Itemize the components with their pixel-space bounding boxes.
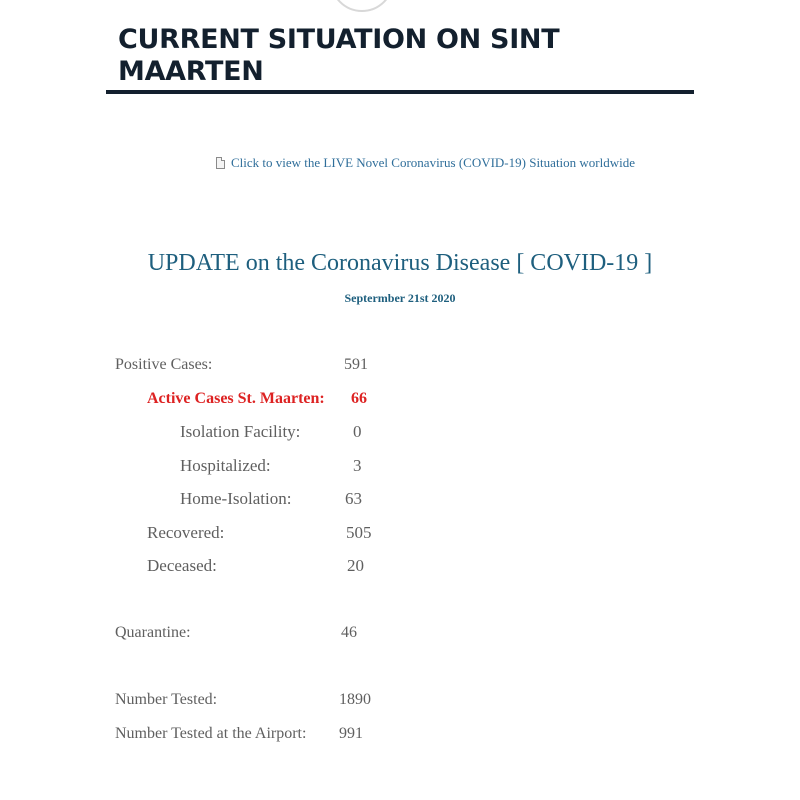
recovered-value: 505 bbox=[346, 523, 372, 542]
tested-airport-label: Number Tested at the Airport: bbox=[115, 725, 307, 742]
home-isolation-label: Home-Isolation: bbox=[180, 489, 292, 508]
page-title: CURRENT SITUATION ON SINT MAARTEN bbox=[118, 24, 560, 87]
update-date: Septermber 21st 2020 bbox=[344, 291, 456, 305]
tested-airport-value: 991 bbox=[339, 725, 363, 742]
number-tested-value: 1890 bbox=[339, 691, 371, 708]
update-heading: UPDATE on the Coronavirus Disease [ COVID-19 ] bbox=[147, 250, 653, 276]
positive-cases-label: Positive Cases: bbox=[115, 356, 213, 373]
document-icon bbox=[216, 157, 225, 169]
isolation-facility-label: Isolation Facility: bbox=[180, 422, 301, 441]
quarantine-value: 46 bbox=[341, 624, 357, 641]
quarantine-label: Quarantine: bbox=[115, 624, 191, 641]
deceased-label: Deceased: bbox=[147, 556, 217, 575]
deceased-value: 20 bbox=[347, 556, 364, 575]
positive-cases-value: 591 bbox=[344, 356, 368, 373]
hospitalized-label: Hospitalized: bbox=[180, 456, 271, 475]
title-divider bbox=[106, 90, 694, 94]
isolation-facility-value: 0 bbox=[353, 422, 362, 441]
top-circle-decoration bbox=[330, 0, 394, 12]
recovered-label: Recovered: bbox=[147, 523, 225, 542]
active-cases-label: Active Cases St. Maarten: bbox=[147, 390, 325, 407]
number-tested-label: Number Tested: bbox=[115, 691, 218, 708]
live-situation-link[interactable] bbox=[216, 155, 635, 171]
live-situation-link-label: Click to view the LIVE Novel Coronavirus (COVID-19) Situation worldwide bbox=[231, 155, 636, 170]
home-isolation-value: 63 bbox=[345, 489, 362, 508]
active-cases-value: 66 bbox=[351, 390, 367, 407]
hospitalized-value: 3 bbox=[353, 456, 362, 475]
